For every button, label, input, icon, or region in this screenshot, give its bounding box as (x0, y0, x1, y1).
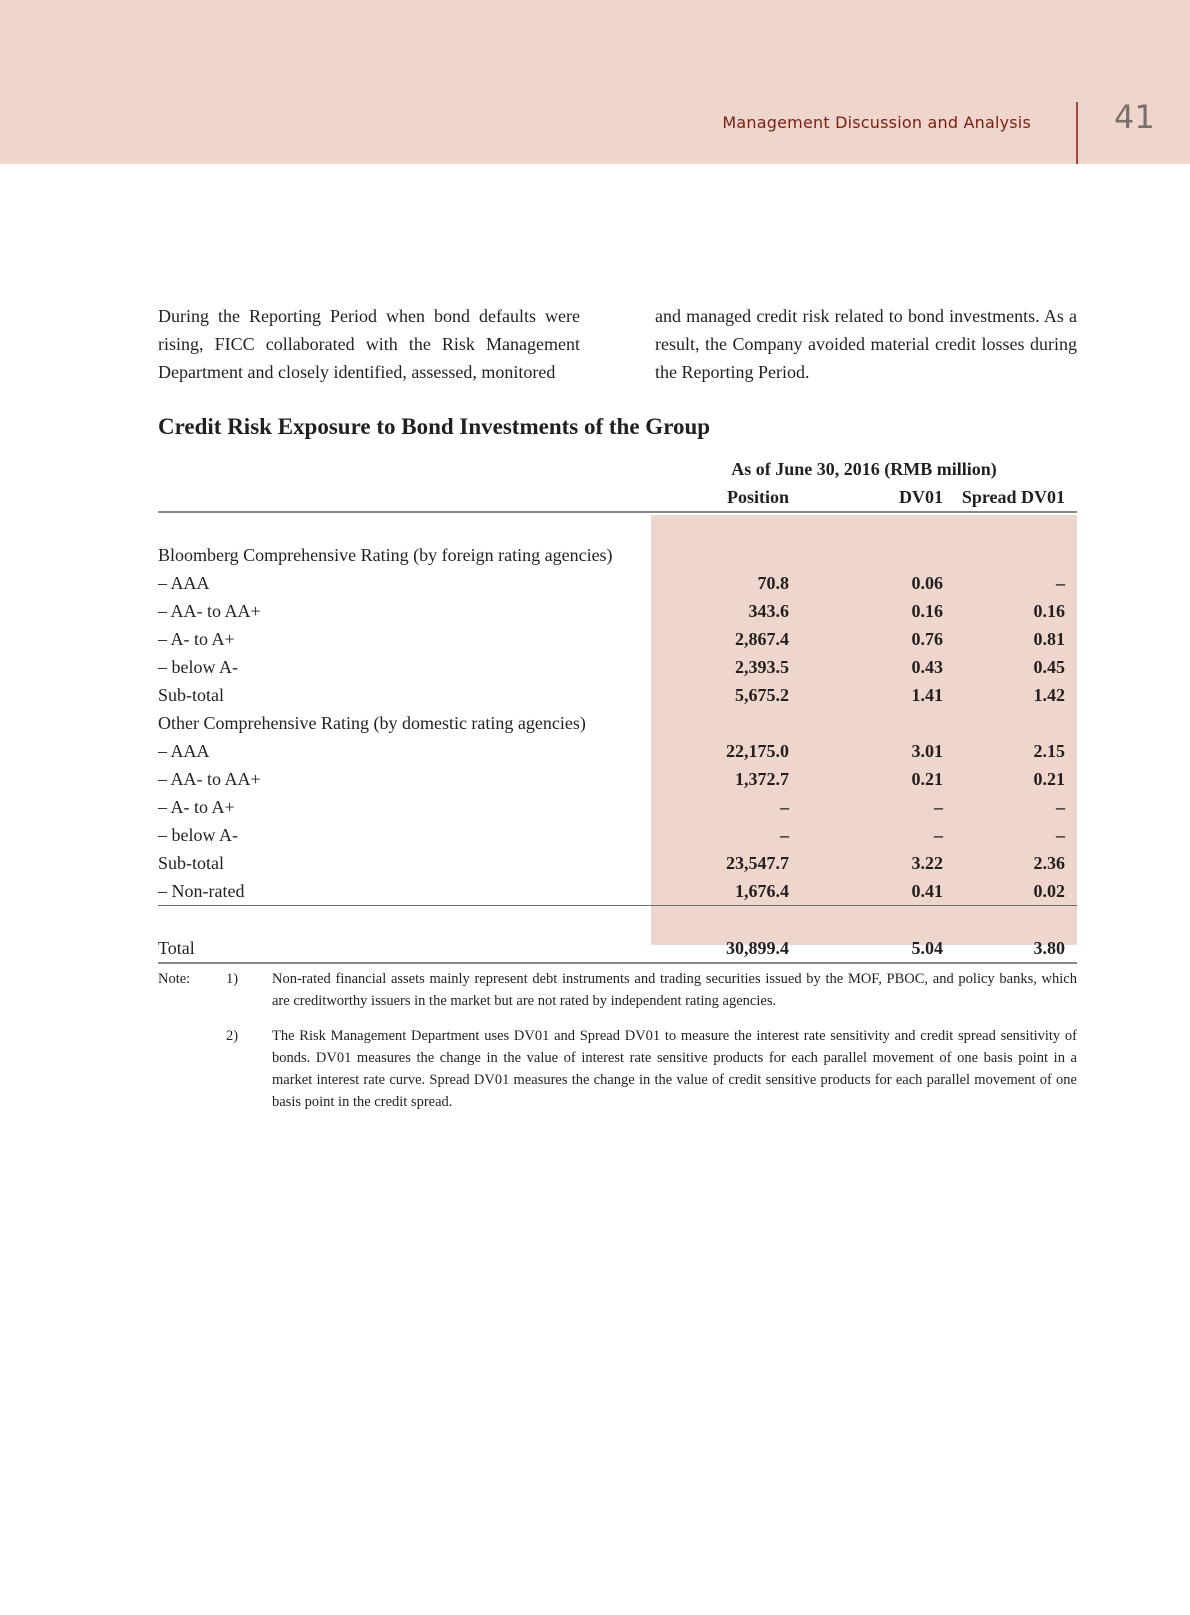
table-column-header-row (158, 483, 1077, 512)
table-group-header-row (158, 455, 1077, 483)
table-notes (158, 968, 1077, 1126)
row-dv01: – (934, 825, 943, 845)
row-label: – AA- to AA+ (158, 601, 261, 621)
row-position: 70.8 (757, 573, 789, 593)
row-dv01: 0.41 (801, 877, 943, 906)
intro-left-column (158, 302, 580, 386)
row-dv01: 0.16 (911, 601, 943, 621)
row-dv01 (801, 709, 943, 737)
row-dv01: – (934, 797, 943, 817)
row-label: Sub-total (158, 853, 224, 873)
row-dv01: 0.21 (911, 769, 943, 789)
total-spread-dv01: 3.80 (943, 934, 1077, 963)
row-spread-dv01: 1.42 (1033, 685, 1065, 705)
row-position: 1,676.4 (651, 877, 801, 906)
column-header-spread-dv01: Spread DV01 (943, 483, 1077, 512)
row-label: – AAA (158, 741, 210, 761)
intro-right-column (655, 302, 1077, 386)
header-divider (1076, 102, 1078, 164)
row-spread-dv01: – (1056, 797, 1065, 817)
row-position: 22,175.0 (726, 741, 789, 761)
row-label: – below A- (158, 825, 238, 845)
table-title: Credit Risk Exposure to Bond Investments of the Group (158, 414, 711, 439)
note-text: Non-rated financial assets mainly represent debt instruments and trading securities issued by the MOF, PBOC, and policy banks, which are creditworthy issuers in the market but are not rated by independent rating agencies. (272, 971, 1077, 1009)
note-text: The Risk Management Department uses DV01 and Spread DV01 to measure the interest rate sensitivity and credit spread sensitivity of bonds. DV01 measures the change in the value of interest rate sensitive products for each parallel movement of one basis point in a market interest rate curve. Spread DV01 measures the change in the value of credit sensitive products for each parallel movement of one basis point in the credit spread. (272, 1028, 1077, 1110)
row-spread-dv01 (943, 709, 1077, 737)
note-item (158, 968, 1077, 1012)
table-row (158, 849, 1077, 877)
row-position: – (780, 797, 789, 817)
row-position (651, 541, 801, 569)
table-group-header: As of June 30, 2016 (RMB million) (731, 459, 997, 479)
row-label: Other Comprehensive Rating (by domestic rating agencies) (158, 713, 586, 733)
row-position (651, 709, 801, 737)
row-spread-dv01: 0.02 (943, 877, 1077, 906)
row-position: 23,547.7 (726, 853, 789, 873)
header-section-title: Management Discussion and Analysis (722, 113, 1031, 132)
row-position: 2,393.5 (735, 657, 789, 677)
total-label: Total (158, 934, 651, 963)
row-label: – AAA (158, 573, 210, 593)
note-number: 1) (226, 971, 239, 987)
table-row (158, 541, 1077, 569)
column-header-position: Position (651, 483, 801, 512)
row-spread-dv01: 2.15 (1033, 741, 1065, 761)
table-row (158, 597, 1077, 625)
row-spread-dv01: 0.45 (1033, 657, 1065, 677)
row-spread-dv01: 0.81 (1033, 629, 1065, 649)
table-row (158, 765, 1077, 793)
note-number: 2) (226, 1028, 239, 1044)
row-label: – A- to A+ (158, 629, 235, 649)
table-row (158, 625, 1077, 653)
credit-risk-table (158, 455, 1077, 964)
row-dv01: 0.76 (911, 629, 943, 649)
credit-risk-table-container (158, 455, 1077, 964)
table-row (158, 709, 1077, 737)
table-row (158, 653, 1077, 681)
row-spread-dv01: 0.21 (1033, 769, 1065, 789)
total-position: 30,899.4 (651, 934, 801, 963)
table-total-row (158, 934, 1077, 963)
row-position: 1,372.7 (735, 769, 789, 789)
column-header-dv01: DV01 (801, 483, 943, 512)
table-row (158, 821, 1077, 849)
row-spread-dv01: 0.16 (1033, 601, 1065, 621)
row-label: – AA- to AA+ (158, 769, 261, 789)
row-position: – (780, 825, 789, 845)
row-spread-dv01: – (1056, 825, 1065, 845)
row-label: – A- to A+ (158, 797, 235, 817)
row-label: Sub-total (158, 685, 224, 705)
intro-left-text: During the Reporting Period when bond defaults were rising, FICC collaborated with the Risk Management Department and closely identified, assessed, monitored (158, 306, 580, 382)
row-dv01: 3.22 (911, 853, 943, 873)
total-dv01: 5.04 (801, 934, 943, 963)
page-number: 41 (1114, 98, 1155, 136)
note-item (158, 1025, 1077, 1113)
row-label: Bloomberg Comprehensive Rating (by foreign rating agencies) (158, 545, 613, 565)
row-position: 343.6 (748, 601, 789, 621)
intro-right-text: and managed credit risk related to bond investments. As a result, the Company avoided material credit losses during the Reporting Period. (655, 306, 1077, 382)
table-row (158, 737, 1077, 765)
row-spread-dv01: – (1056, 573, 1065, 593)
table-row (158, 681, 1077, 709)
table-row (158, 793, 1077, 821)
row-dv01: 0.43 (911, 657, 943, 677)
row-spread-dv01: 2.36 (1033, 853, 1065, 873)
row-dv01 (801, 541, 943, 569)
table-row (158, 877, 1077, 906)
row-dv01: 3.01 (911, 741, 943, 761)
note-label: Note: (158, 971, 191, 987)
header-band (0, 0, 1190, 164)
row-position: 5,675.2 (735, 685, 789, 705)
row-label: – Non-rated (158, 877, 651, 906)
row-label: – below A- (158, 657, 238, 677)
row-position: 2,867.4 (735, 629, 789, 649)
row-spread-dv01 (943, 541, 1077, 569)
row-dv01: 0.06 (911, 573, 943, 593)
row-dv01: 1.41 (911, 685, 943, 705)
table-row (158, 569, 1077, 597)
